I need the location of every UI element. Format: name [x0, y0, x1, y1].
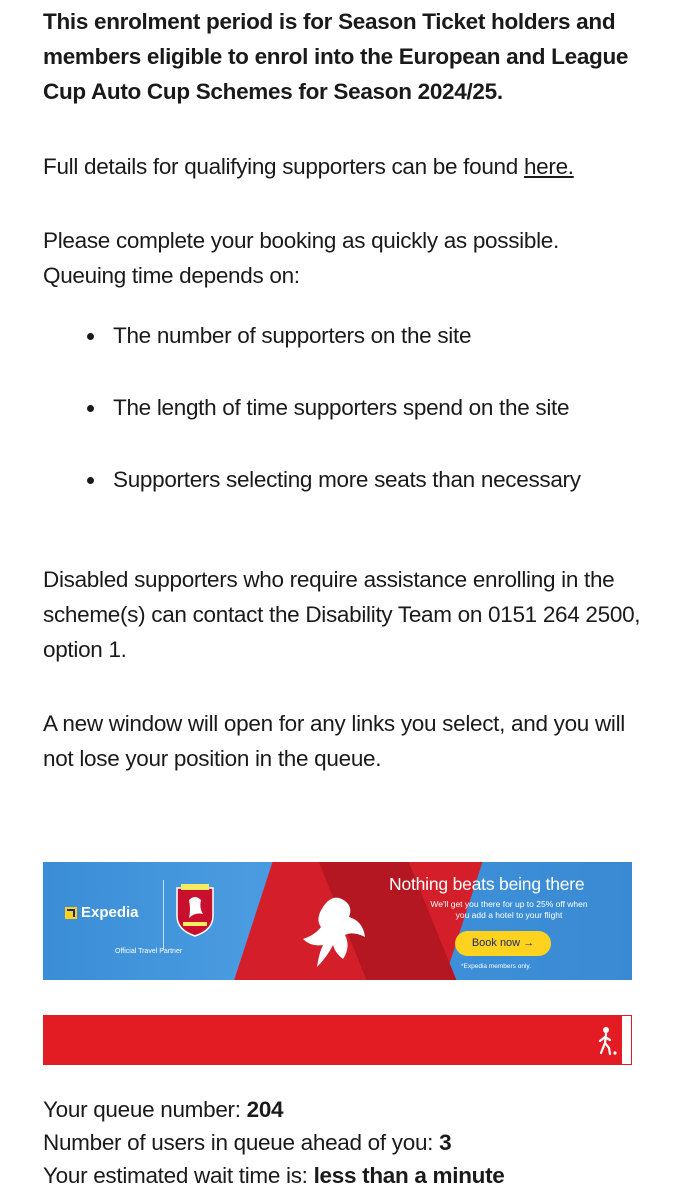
enrolment-intro: This enrolment period is for Season Ticket holders and members eligible to enrol into the European and League Cup Auto Cup Schemes for Season 2024/25.	[43, 9, 629, 104]
details-text: Full details for qualifying supporters can be found	[43, 154, 524, 179]
members-footnote: *Expedia members only.	[461, 963, 531, 970]
wait-time-line	[43, 1159, 663, 1192]
queue-progress-fill	[44, 1016, 622, 1064]
wait-time-value: less than a minute	[313, 1163, 505, 1188]
book-now-button[interactable]	[455, 931, 551, 956]
disability-paragraph: Disabled supporters who require assistance enrolling in the scheme(s) can contact the Disability Team on 0151 264 2500, option 1.	[43, 567, 641, 662]
liverbird-icon	[293, 887, 373, 977]
list-item	[43, 318, 643, 390]
banner-subtext: We'll get you there for up to 25% off when you add a hotel to your flight	[430, 899, 588, 920]
official-partner-text: Official Travel Partner	[115, 948, 183, 955]
wait-time-label: Your estimated wait time is:	[43, 1163, 314, 1188]
complete-line: Please complete your booking as quickly as possible.	[43, 228, 559, 253]
expedia-arrow-icon	[65, 907, 77, 919]
list-item-text: The number of supporters on the site	[113, 323, 472, 348]
expedia-brand: Expedia	[81, 904, 139, 921]
complete-line: Queuing time depends on:	[43, 263, 300, 288]
bullet-icon	[87, 477, 94, 484]
new-window-paragraph: A new window will open for any links you select, and you will not lose your position in the queue.	[43, 711, 626, 771]
bullet-icon	[87, 405, 94, 412]
walking-person-icon	[597, 1026, 619, 1056]
queue-number-label: Your queue number:	[43, 1097, 247, 1122]
list-item	[43, 462, 643, 534]
queue-factors-list	[43, 318, 643, 534]
queue-ahead-label: Number of users in queue ahead of you:	[43, 1130, 440, 1155]
expedia-logo	[65, 904, 139, 921]
queue-number-line	[43, 1093, 663, 1126]
list-item-text: The length of time supporters spend on the site	[113, 395, 570, 420]
arrow-right-icon: →	[523, 937, 535, 949]
bullet-icon	[87, 333, 94, 340]
queue-ahead-line	[43, 1126, 663, 1159]
list-item	[43, 390, 643, 462]
details-here-link[interactable]: here.	[523, 154, 574, 179]
queue-progress-bar	[43, 1015, 632, 1065]
logo-divider	[163, 880, 164, 950]
list-item-text: Supporters selecting more seats than necessary	[113, 467, 581, 492]
book-now-label: Book now	[471, 937, 521, 949]
banner-headline: Nothing beats being there	[389, 874, 585, 894]
liverpool-crest-icon	[173, 882, 217, 938]
queue-ahead-value: 3	[439, 1130, 452, 1155]
queue-number-value: 204	[246, 1097, 284, 1122]
details-paragraph	[43, 149, 643, 184]
expedia-ad-banner[interactable]	[43, 862, 632, 980]
complete-paragraph	[43, 223, 643, 293]
queue-info	[43, 1093, 663, 1192]
